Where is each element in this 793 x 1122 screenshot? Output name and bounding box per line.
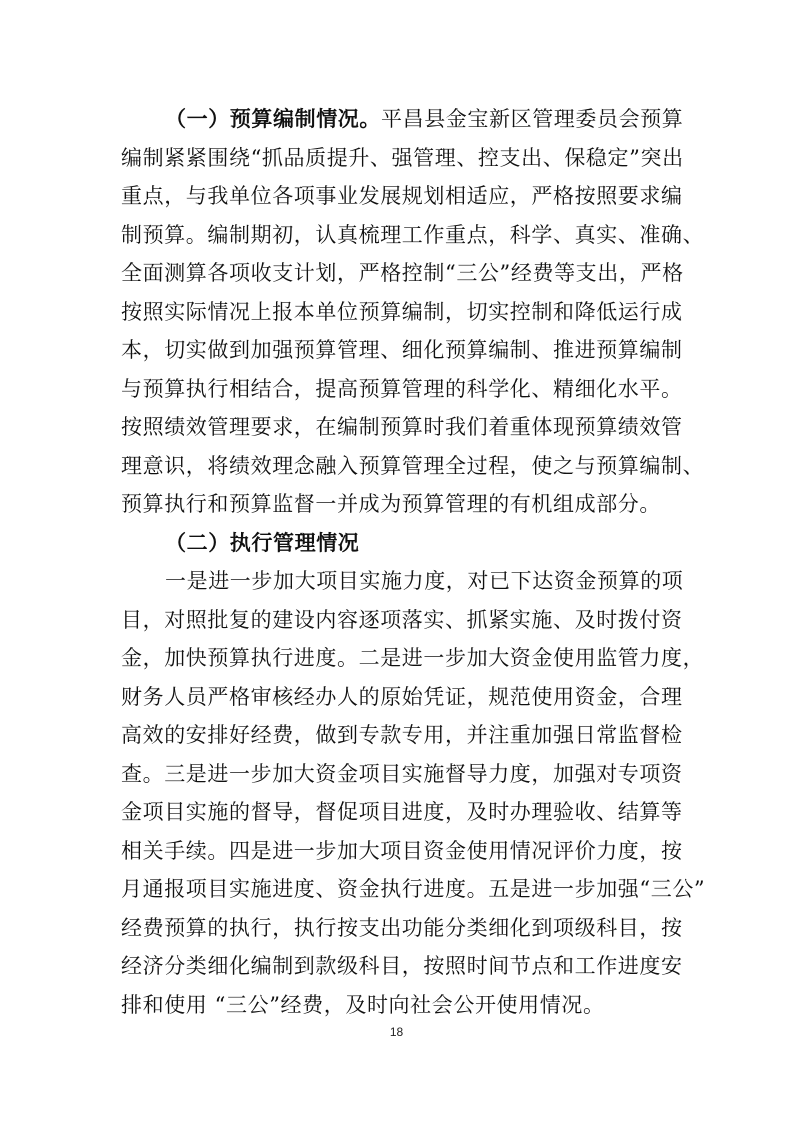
text-line: 本，切实做到加强预算管理、细化预算编制、推进预算编制 [121, 338, 683, 362]
text-line: 制预算。编制期初，认真梳理工作重点，科学、真实、准确、 [121, 222, 705, 247]
text-line: 相关手续。四是进一步加大项目资金使用情况评价力度，按 [121, 838, 683, 863]
text-line: 一是进一步加大项目实施力度，对已下达资金预算的项 [165, 569, 684, 593]
text-line: 经费预算的执行，执行按支出功能分类细化到项级科目，按 [121, 915, 683, 940]
text-line: 全面测算各项收支计划，严格控制“三公”经费等支出，严格 [121, 261, 684, 285]
text-line: 月通报项目实施进度、资金执行进度。五是进一步加强“三公” [121, 877, 706, 901]
text-line: 编制紧紧围绕“抓品质提升、强管理、控支出、保稳定”突出 [121, 145, 684, 170]
text-line: 按照绩效管理要求，在编制预算时我们着重体现预算绩效管 [121, 415, 683, 439]
text-line: 重点，与我单位各项事业发展规划相适应，严格按照要求编 [121, 184, 683, 208]
text-line: 高效的安排好经费，做到专款专用，并注重加强日常监督检 [121, 723, 683, 747]
section-heading-budget-preparation: （一）预算编制情况。 [165, 106, 381, 131]
text-line: 按照实际情况上报本单位预算编制，切实控制和降低运行成 [121, 299, 683, 324]
text-line: 预算执行和预算监督一并成为预算管理的有机组成部分。 [121, 492, 661, 516]
section-heading-execution-management: （二）执行管理情况 [165, 529, 360, 555]
text-line: 金，加快预算执行进度。二是进一步加大资金使用监管力度， [121, 646, 705, 670]
page-number: 18 [389, 1025, 404, 1039]
paragraph-first-line [121, 100, 684, 139]
text-line: 财务人员严格审核经办人的原始凭证，规范使用资金，合理 [121, 684, 683, 709]
text-line: 排和使用 “三公”经费，及时向社会公开使用情况。 [121, 992, 605, 1017]
text-line: 金项目实施的督导，督促项目进度，及时办理验收、结算等 [121, 800, 683, 824]
text-line: 理意识，将绩效理念融入预算管理全过程，使之与预算编制、 [121, 453, 705, 478]
text-line: 平昌县金宝新区管理委员会预算 [381, 107, 684, 131]
section-budget-preparation [121, 100, 706, 1024]
text-line: 与预算执行相结合，提高预算管理的科学化、精细化水平。 [121, 376, 683, 401]
text-line: 目，对照批复的建设内容逐项落实、抓紧实施、及时拨付资 [121, 607, 683, 632]
text-line: 经济分类细化编制到款级科目，按照时间节点和工作进度安 [121, 954, 683, 978]
text-line: 查。三是进一步加大资金项目实施督导力度，加强对专项资 [121, 761, 683, 786]
